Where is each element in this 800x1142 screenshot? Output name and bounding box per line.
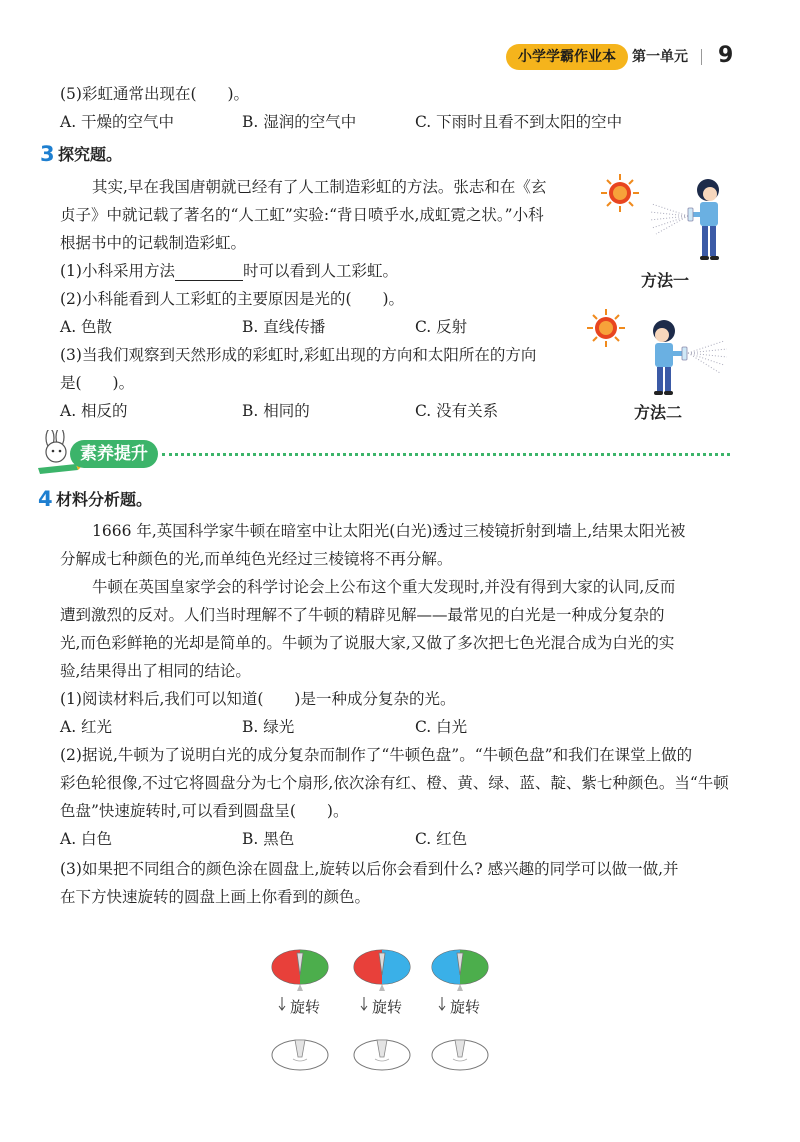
boy-figure-icon [653,320,687,395]
sun-icon [601,174,639,212]
section4-q2-line1: (2)据说,牛顿为了说明白光的成分复杂而制作了“牛顿色盘”。“牛顿色盘”和我们在课堂上做的 [60,746,693,764]
section4-q1-option-c: C. 白光 [415,718,468,736]
method-two-illustration [582,305,742,400]
section3-passage-line3: 根据书中的记载制造彩虹。 [60,234,247,252]
down-arrow-icon [439,997,445,1010]
down-arrow-icon [279,997,285,1010]
section4-para2-line1: 牛顿在英国皇家学会的科学讨论会上公布这个重大发现时,并没有得到大家的认同,反而 [92,578,676,596]
section4-para1-line2: 分解成七种颜色的光,而单纯色光经过三棱镜将不再分解。 [60,550,453,568]
spray-mist-icon [688,341,727,373]
section3-q2-option-c: C. 反射 [415,318,468,336]
section3-q3-option-c: C. 没有关系 [415,402,499,420]
section3-q3-line2: 是( )。 [60,374,135,392]
q5-option-c: C. 下雨时且看不到太阳的空中 [415,113,623,131]
section4-q3-line1: (3)如果把不同组合的颜色涂在圆盘上,旋转以后你会看到什么? 感兴趣的同学可以做一做,并 [60,860,679,878]
section3-q3-option-b: B. 相同的 [242,402,310,420]
section3-passage-line2: 贞子》中就记载了著名的“人工虹”实验:“背日喷乎水,成虹霓之状。”小科 [60,206,544,224]
section4-q2-option-b: B. 黑色 [242,830,295,848]
header-divider [701,49,702,65]
banner-dotted-line [162,453,730,456]
section4-q2-line3: 色盘”快速旋转时,可以看到圆盘呈( )。 [60,802,349,820]
blank-disk-top-icon [432,1040,488,1070]
colored-disk-top-icon [272,950,328,991]
section4-para2-line3: 光,而色彩鲜艳的光却是简单的。牛顿为了说服大家,又做了多次把七色光混合成为白光的实 [60,634,675,652]
method-two-caption: 方法二 [634,403,683,422]
method-one-illustration [590,168,740,268]
spin-label: 旋转 [290,998,321,1016]
answer-blank[interactable] [175,264,243,281]
blank-disk-top-icon [354,1040,410,1070]
colored-disk-top-icon [432,950,488,991]
blank-disk-top-icon [272,1040,328,1070]
spinning-tops-figure [262,935,502,1075]
colored-disk-top-icon [354,950,410,991]
spray-mist-icon [650,204,688,234]
spin-label: 旋转 [372,998,403,1016]
spinning-top-column [344,935,420,1075]
section3-q2-option-b: B. 直线传播 [242,318,326,336]
boy-figure-icon [688,179,719,260]
section3-q1-before: (1)小科采用方法 [60,262,175,280]
section4-q2-option-a: A. 白色 [60,830,113,848]
section3-q2: (2)小科能看到人工彩虹的主要原因是光的( )。 [60,290,405,308]
section3-passage-line1: 其实,早在我国唐朝就已经有了人工制造彩虹的方法。张志和在《玄 [92,178,547,196]
section3-q1-after: 时可以看到人工彩虹。 [242,262,398,280]
spinning-top-column [262,935,338,1075]
method-one-caption: 方法一 [641,271,690,290]
q5-option-a: A. 干燥的空气中 [60,113,175,131]
spin-label: 旋转 [450,998,481,1016]
q5-stem: (5)彩虹通常出现在( )。 [60,85,250,103]
spinning-top-column [422,935,498,1075]
q5-option-b: B. 湿润的空气中 [242,113,357,131]
section4-para2-line4: 验,结果得出了相同的结论。 [60,662,251,680]
sun-icon [587,309,625,347]
section4-q2-option-c: C. 红色 [415,830,468,848]
section3-q1 [60,261,398,281]
section4-title: 材料分析题。 [56,490,153,509]
section3-q3-line1: (3)当我们观察到天然形成的彩虹时,彩虹出现的方向和太阳所在的方向 [60,346,537,364]
header-unit: 第一单元 [632,49,688,65]
section3-q3-option-a: A. 相反的 [60,402,128,420]
section-banner: 素养提升 [70,440,158,468]
section3-q2-option-a: A. 色散 [60,318,113,336]
page-number: 9 [718,43,734,68]
section4-para2-line2: 遭到激烈的反对。人们当时理解不了牛顿的精辟见解——最常见的白光是一种成分复杂的 [60,606,665,624]
section4-para1-line1: 1666 年,英国科学家牛顿在暗室中让太阳光(白光)透过三棱镜折射到墙上,结果太阳光被 [92,522,686,540]
section3-number: 3 [40,142,55,166]
down-arrow-icon [361,997,367,1010]
header-badge: 小学学霸作业本 [506,44,628,70]
section4-q1-option-a: A. 红光 [60,718,113,736]
section4-number: 4 [38,487,53,511]
section4-q1-option-b: B. 绿光 [242,718,295,736]
section4-q3-line2: 在下方快速旋转的圆盘上画上你看到的颜色。 [60,888,371,906]
section4-q2-line2: 彩色轮很像,不过它将圆盘分为七个扇形,依次涂有红、橙、黄、绿、蓝、靛、紫七种颜色。当“牛顿 [60,774,729,792]
section3-title: 探究题。 [58,145,123,164]
section4-q1: (1)阅读材料后,我们可以知道( )是一种成分复杂的光。 [60,690,456,708]
